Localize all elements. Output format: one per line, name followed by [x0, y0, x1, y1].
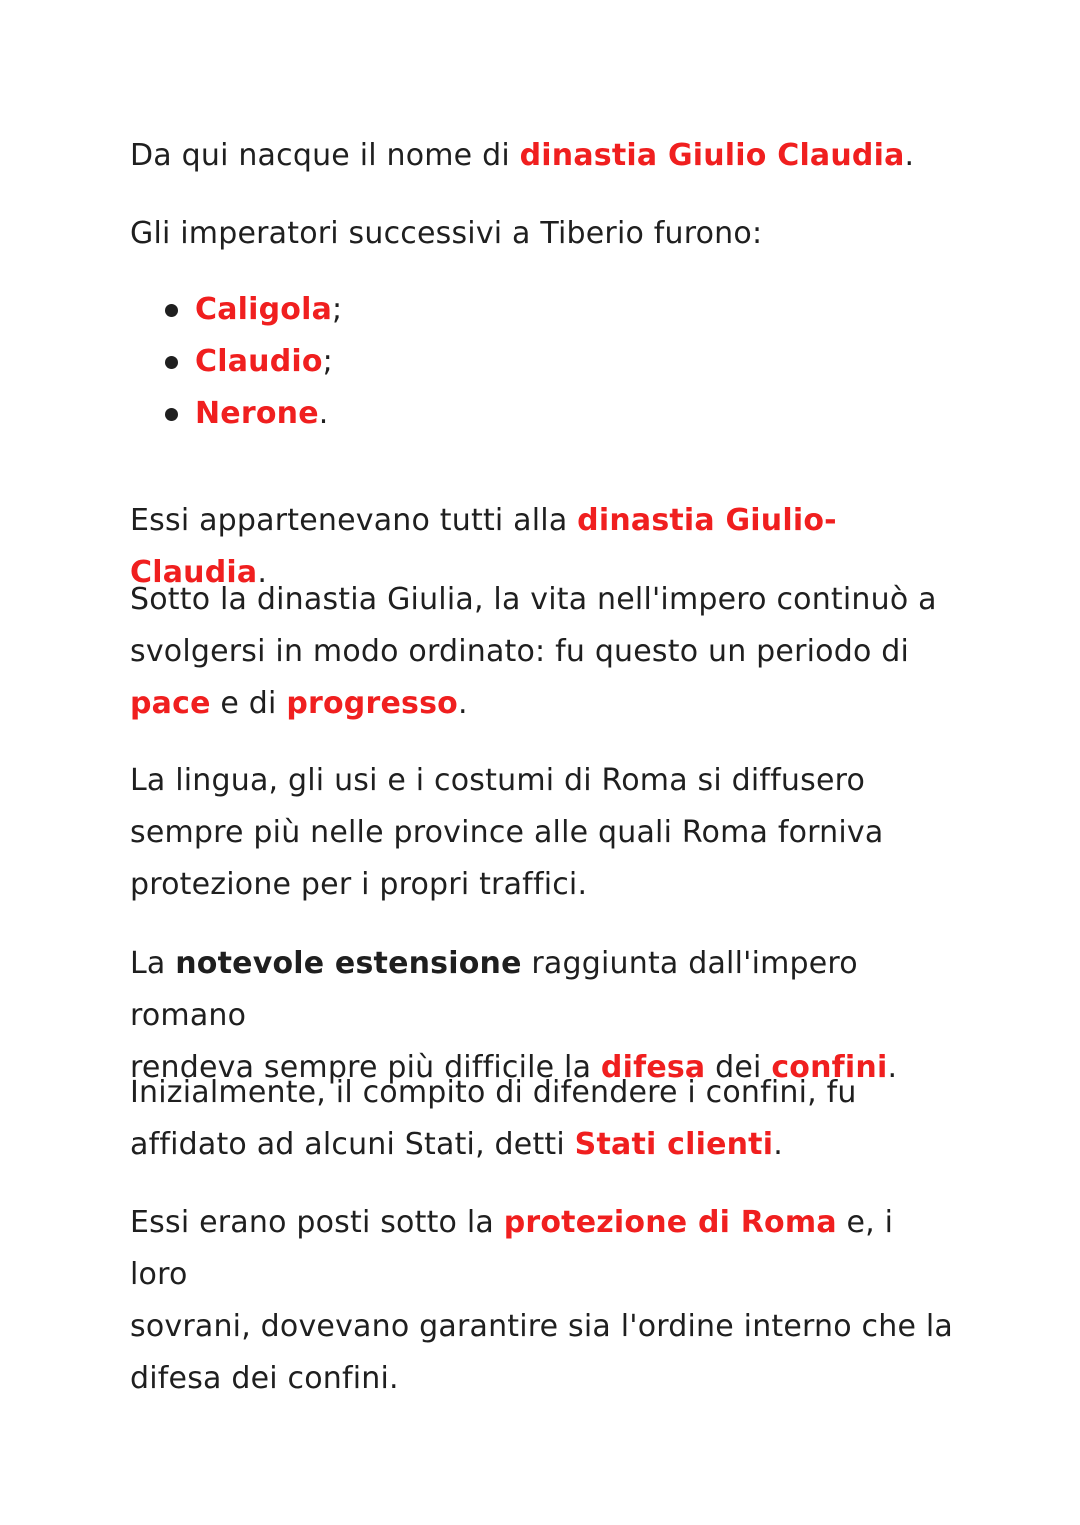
- highlight-dynasty: dinastia Giulio Claudia: [519, 138, 905, 173]
- text: rendeva sempre più difficile la: [130, 1050, 601, 1085]
- text: Essi erano posti sotto la: [130, 1205, 504, 1240]
- text: raggiunta dall'impero romano: [130, 946, 858, 1033]
- text: protezione per i propri traffici.: [130, 867, 588, 902]
- text: .: [904, 138, 915, 173]
- text: ;: [322, 344, 333, 379]
- text: .: [773, 1127, 783, 1162]
- bold-extension: notevole estensione: [175, 946, 522, 981]
- paragraph-dynasty-name: [130, 130, 960, 182]
- text: dei: [705, 1050, 772, 1085]
- text: e, i loro: [130, 1205, 894, 1292]
- list-item: [165, 284, 342, 336]
- bullet-icon: [165, 408, 178, 421]
- highlight-peace: pace: [130, 686, 211, 721]
- list-item: [165, 388, 342, 440]
- paragraph-rome-protection: [130, 1197, 960, 1405]
- emperor-list: [165, 284, 342, 440]
- highlight-rome-protection: protezione di Roma: [503, 1205, 837, 1240]
- emperor-name: Nerone: [195, 396, 319, 431]
- paragraph-client-states: [130, 1067, 960, 1171]
- emperor-name: Claudio: [195, 344, 323, 379]
- bullet-icon: [165, 356, 178, 369]
- text: .: [318, 396, 329, 431]
- highlight-progress: progresso: [286, 686, 458, 721]
- paragraph-roman-culture: [130, 755, 960, 911]
- text: affidato ad alcuni Stati, detti: [130, 1127, 575, 1162]
- emperor-name: Caligola: [195, 292, 333, 327]
- list-item: [165, 336, 342, 388]
- text: sempre più nelle province alle quali Roma forniva: [130, 815, 884, 850]
- highlight-dynasty: dinastia Giulio-Claudia: [130, 503, 837, 590]
- highlight-client-states: Stati clienti: [574, 1127, 774, 1162]
- text: sovrani, dovevano garantire sia l'ordine interno che la: [130, 1309, 953, 1344]
- text: La: [130, 946, 176, 981]
- text: Da qui nacque il nome di: [130, 138, 520, 173]
- text: .: [457, 686, 468, 721]
- text: e di: [210, 686, 287, 721]
- text: difesa dei confini.: [130, 1361, 399, 1396]
- text: svolgersi in modo ordinato: fu questo un periodo di: [130, 634, 910, 669]
- text: .: [257, 555, 268, 590]
- highlight-borders: confini: [771, 1050, 888, 1085]
- text: Sotto la dinastia Giulia, la vita nell'impero continuò a: [130, 582, 937, 617]
- paragraph-successors-intro: [130, 208, 960, 260]
- text: Gli imperatori successivi a Tiberio furono:: [130, 216, 763, 251]
- text: Essi appartenevano tutti alla: [130, 503, 578, 538]
- bullet-icon: [165, 304, 178, 317]
- text: Inizialmente, il compito di difendere i confini, fu: [130, 1075, 857, 1110]
- paragraph-peace-progress: [130, 574, 960, 730]
- text: La lingua, gli usi e i costumi di Roma si diffusero: [130, 763, 866, 798]
- text: ;: [332, 292, 343, 327]
- highlight-defense: difesa: [600, 1050, 706, 1085]
- text: .: [887, 1050, 898, 1085]
